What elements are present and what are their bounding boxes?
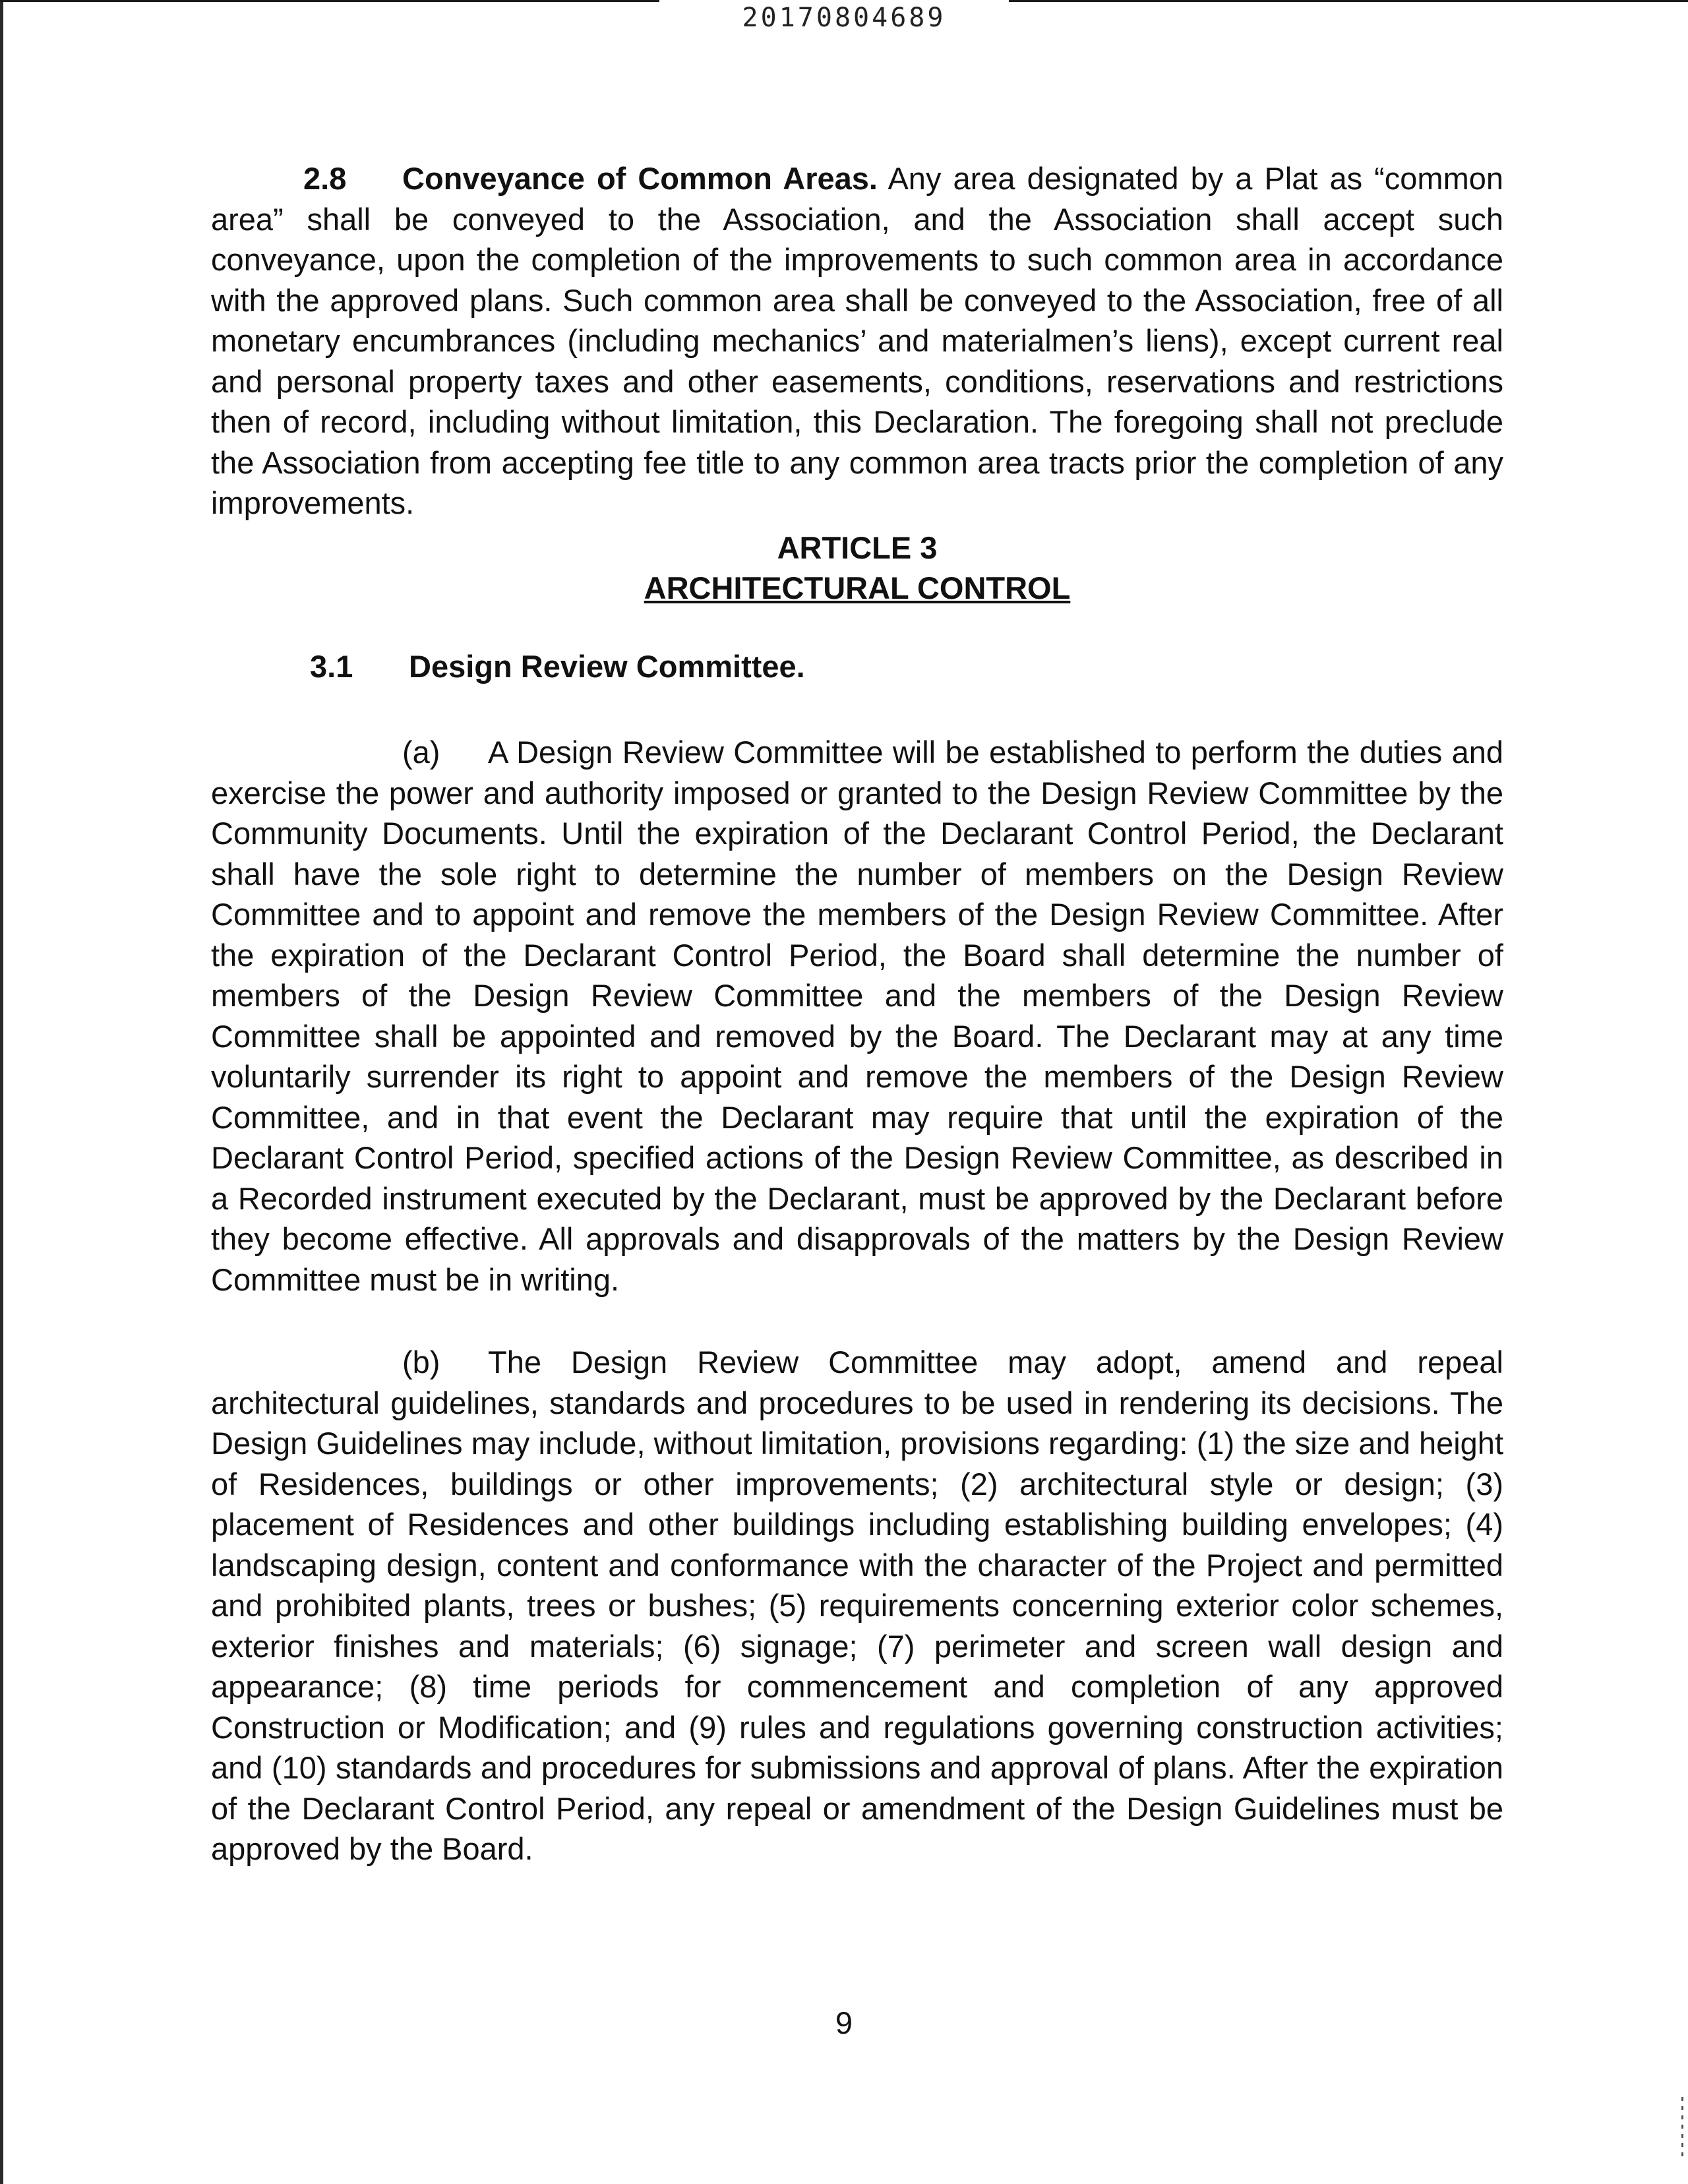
paragraph-a [211,732,1503,1300]
section-3-1-number: 3.1 [310,649,353,684]
section-2-8-number: 2.8 [303,161,347,196]
paragraph-a-body [211,732,1503,1300]
section-2-8-text: Any area designated by a Plat as “common area” shall be conveyed to the Association, and the Association shall accept such conveyance, upon the completion of the improvements to such common area in accordance with the approved plans. Such common area shall be conveyed to the Association, free of all monetary encumbrances (including mechanics’ and materialmen’s liens), except current real and personal property taxes and other easements, conditions, reservations and restrictions then of record, including without limitation, this Declaration. The foregoing shall not preclude the Association from accepting fee title to any common area tracts prior the completion of any improvements. [211,161,1504,520]
section-2-8-title: Conveyance of Common Areas. [402,161,878,196]
section-3-1-heading [310,646,805,686]
paragraph-b-marker: (b) [402,1345,440,1380]
article-title: ARCHITECTURAL CONTROL [644,570,1071,605]
scan-artifact [1681,2097,1683,2156]
article-heading [211,528,1503,608]
page-number: 9 [835,2005,853,2040]
paragraph-b-text: The Design Review Committee may adopt, amend and repeal architectural guidelines, standards and procedures to be used in rendering its decisions. The Design Guidelines may include, without limitation, provisions regarding: (1) the size and height of Residences, buildings or other improvements; (2) architectural style or design; (3) placement of Residences and other buildings including establishing building envelopes; (4) landscaping design, content and conformance with the character of the Project and permitted and prohibited plants, trees or bushes; (5) requirements concerning exterior color schemes, exterior finishes and materials; (6) signage; (7) perimeter and screen wall design and appearance; (8) time periods for commencement and completion of any approved Construction or Modification; and (9) rules and regulations governing construction activities; and (10) standards and procedures for submissions and approval of plans. After the expiration of the Declarant Control Period, any repeal or amendment of the Design Guidelines must be approved by the Board. [211,1345,1503,1866]
section-2-8 [211,158,1503,524]
section-3-1-title: Design Review Committee. [409,649,805,684]
document-number: 20170804689 [742,3,946,33]
top-rule-left [0,0,659,2]
article-label: ARTICLE 3 [777,530,938,565]
scan-edge [0,0,3,2184]
paragraph-a-marker: (a) [402,735,440,770]
paragraph-b-body [211,1342,1503,1869]
paragraph-a-text: A Design Review Committee will be established to perform the duties and exercise the power and authority imposed or granted to the Design Review Committee by the Community Documents. Until the expiration of the Declarant Control Period, the Declarant shall have the sole right to determine the number of members on the Design Review Committee and to appoint and remove the members of the Design Review Committee. After the expiration of the Declarant Control Period, the Board shall determine the number of members of the Design Review Committee and the members of the Design Review Committee shall be appointed and removed by the Board. The Declarant may at any time voluntarily surrender its right to appoint and remove the members of the Design Review Committee, and in that event the Declarant may require that until the expiration of the Declarant Control Period, specified actions of the Design Review Committee, as described in a Recorded instrument executed by the Declarant, must be approved by the Declarant before they become effective. All approvals and disapprovals of the matters by the Design Review Committee must be in writing. [211,735,1503,1297]
paragraph-b [211,1342,1503,1869]
section-2-8-paragraph [211,158,1503,524]
top-rule-right [1009,0,1688,2]
